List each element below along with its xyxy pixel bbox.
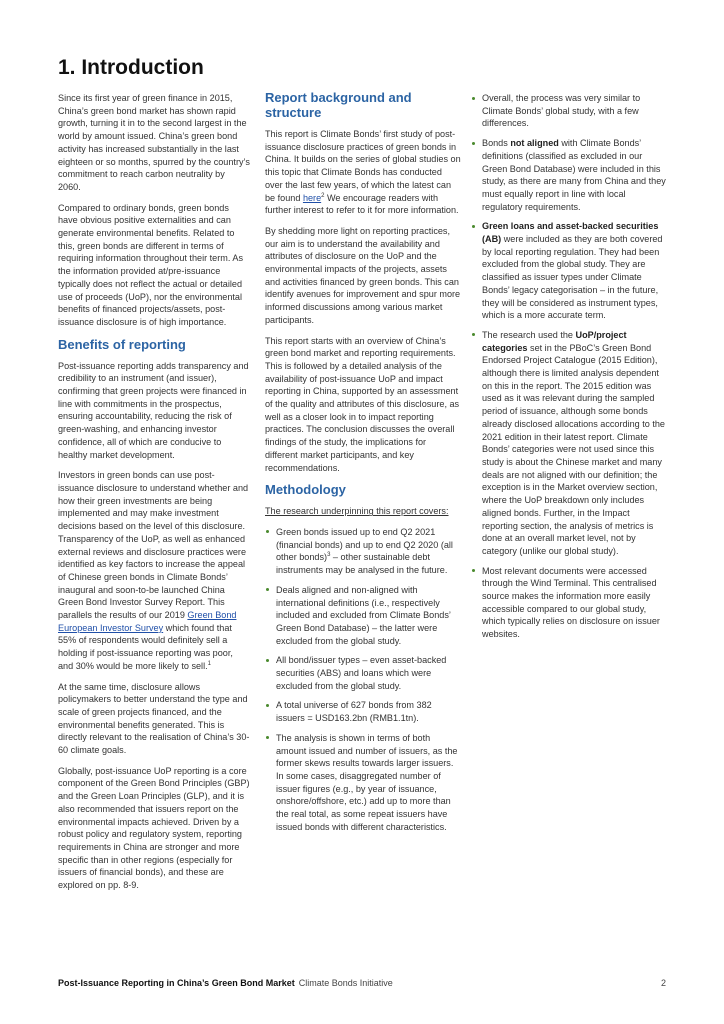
list-item: All bond/issuer types – even asset-backed securities (ABS) and loans which were excluded from the global study. <box>265 654 461 692</box>
benefits-paragraph-2 <box>58 469 250 672</box>
investor-survey-link[interactable]: Green Bond European Investor Survey <box>58 610 237 633</box>
page-number: 2 <box>660 978 666 988</box>
background-paragraph-1 <box>265 128 461 217</box>
column-middle <box>265 92 461 840</box>
methodology-list <box>265 526 461 833</box>
method-bullet-1-text-a: Green bonds issued up to end Q2 2021 (financial bonds) and up to end Q2 2020 (all other bonds) <box>276 526 453 563</box>
footer-publication-title: Post-Issuance Reporting in China’s Green Bond Market <box>58 978 295 988</box>
bullet-3-bold: Green loans and asset-backed securities (AB) <box>482 221 659 245</box>
bullet-4-bold: UoP/project categories <box>482 329 627 353</box>
background-paragraph-2: By shedding more light on reporting practices, our aim is to understand the availability and attributes of disclosure on the UoP and the environmental impacts of the projects, assets and activities financed by green bonds. This can identify avenues for improvement and spur more informed discussions among various market participants. <box>265 225 461 325</box>
global-study-link[interactable]: here <box>302 192 322 203</box>
bullet-2-post: with Climate Bonds’ definitions (classified as excluded in our Green Bond Database) were included in this study, as there are many from China and they must equally report in line with local regulatory requirements. <box>482 138 666 212</box>
list-item: The analysis is shown in terms of both amount issued and number of issuers, as the former skews results towards larger issuers. In some cases, disaggregated number of issuer figures (e.g., by year of issuance, onshore/offshore, etc.) add up to more than the real total, as some repeat issuers have issued bonds with different characteristics. <box>265 732 461 834</box>
footnote-ref-2: 2 <box>321 192 325 199</box>
background-paragraph-3: This report starts with an overview of China’s green bond market and reporting requirements. This is followed by a detailed analysis of the availability of post-issuance UoP and impact reporting in China, supported by an assessment of the quality and attributes of this disclosure, as well as a closer look in to impact reporting practices. The conclusion discusses the overall findings of the study, the implications for different market participants, and key recommendations. <box>265 335 460 473</box>
intro-paragraph-2: Compared to ordinary bonds, green bonds have obvious positive externalities and can generate environmental benefits. Related to this, green bonds are different in terms of requiring information throughout their term. As the information provided at/pre-issuance typically does not reflect the actual or detailed use of proceeds (UoP), nor the environmental benefits of financed projects/assets, post-issuance disclosure is of high importance. <box>58 202 244 327</box>
method-bullet-1-text-b: – other sustainable debt instruments may be analysed in the future. <box>276 552 448 576</box>
bullet-4-pre: The research used the <box>482 329 576 340</box>
benefits-paragraph-3: At the same time, disclosure allows policymakers to better understand the type and scale of green projects financed, and the environmental benefits generated. This is directly relevant to the realisation of China’s 30-60 climate goals. <box>58 681 250 756</box>
page-footer <box>58 977 666 989</box>
benefits-p2-text-b: which found that 55% of respondents would definitely sell a holding if post-issuance reporting was poor, and 30% would be more likely to sell. <box>58 622 233 671</box>
list-item <box>265 526 461 577</box>
column-right <box>471 92 667 648</box>
page-title: 1. Introduction <box>58 56 204 79</box>
differences-list <box>471 92 667 641</box>
list-item: Overall, the process was very similar to Climate Bonds’ global study, with a few differences. <box>471 92 667 130</box>
background-p1-text-a: This report is Climate Bonds’ first study of post-issuance disclosure practices of green bonds in China. It builds on the series of global studies on this topic that Climate Bonds has conducted over the last few years, of which the latest can be found <box>265 129 461 203</box>
benefits-p2-text-a: Investors in green bonds can use post-issuance disclosure to understand whether and how their green investments are being implemented and may make investment decisions based on the level of this disclosure. Transparency of the UoP, as well as enhanced external reviews and disclosure practices were identified as key factors to increase the appeal of Chinese green bonds in Climate Bonds’ inaugural and soon-to-be launched China Green Bond Investor Survey Report. This parallels the results of our 2019 <box>58 470 249 621</box>
list-item: Most relevant documents were accessed through the Wind Terminal. This centralised source makes the information more easily accessible compared to our global study, which typically relies on disclosure on issuer websites. <box>471 565 667 641</box>
footnote-ref-3: 3 <box>327 552 331 559</box>
background-p1-text-b: We encourage readers with further interest to refer to it for more information. <box>265 192 459 216</box>
footer-organisation: Climate Bonds Initiative <box>298 978 393 988</box>
list-item: A total universe of 627 bonds from 382 issuers = USD163.2bn (RMB1.1tn). <box>265 699 461 724</box>
bullet-2-bold: not aligned <box>510 138 559 149</box>
benefits-heading: Benefits of reporting <box>58 336 186 352</box>
report-background-heading: Report background and structure <box>265 90 412 120</box>
benefits-paragraph-1: Post-issuance reporting adds transparency and credibility to an instrument (and issuer), confirming that green projects were financed in line with commitments in the prospectus, ensuring accountability, reducing the risk of green-washing, and enhancing investor confidence, all of which are conducive to healthy market development. <box>58 360 249 460</box>
methodology-heading: Methodology <box>265 482 346 498</box>
footnote-ref-1: 1 <box>207 660 211 667</box>
list-item <box>471 220 667 322</box>
list-item <box>471 329 667 558</box>
bullet-3-post: were included as they are both covered by local reporting regulation. They had been excluded from the global study. They are classified as issuer types under Climate Bonds’ legacy categorisation – in the future, they will be considered as instrument types, which is a more accurate term. <box>482 234 663 321</box>
list-item: Deals aligned and non-aligned with international definitions (i.e., respectively included and excluded from Climate Bonds’ Green Bond Database) – the latter were excluded from the global study. <box>265 584 461 648</box>
bullet-4-post: set in the PBoC’s Green Bond Endorsed Project Catalogue (2015 Edition), although there is limited analysis dependent on this in the report. The 2015 edition was used as it was relevant during the sampled period of issuance, although some bonds already disclosed allocations according to the 2021 edition in their latest report. Climate Bonds’ categories were not used since this study is about the Chinese market and many deals are not aligned with our definition; the exception is in the Market overview section, where the UoP breakdown only includes aligned bonds. Further, in the Impact reporting section, the analysis of metrics is done at an overall market level, not by category (unlike our global study). <box>482 342 665 556</box>
bullet-2-pre: Bonds <box>482 138 511 149</box>
intro-paragraph-1: Since its first year of green finance in 2015, China’s green bond market has shown rapid growth, turning it in to the second largest in the world by amount issued. China’s green bond activity has increased substantially in the last eighteen or so months, spurred by the country’s commitment to reach carbon neutrality by 2060. <box>58 93 250 192</box>
methodology-intro: The research underpinning this report covers: <box>265 506 449 517</box>
benefits-paragraph-4: Globally, post-issuance UoP reporting is a core component of the Green Bond Principles (GBP) and the Green Loan Principles (GLP), and it is also recommended that issuers report on the environmental impacts achieved. Driven by a robust policy and regulatory system, reporting requirements in China are stronger and more specific than in other regions (especially for issuers of financial bonds), and these are explored on pp. 8-9. <box>58 765 250 891</box>
list-item <box>471 137 667 213</box>
column-left <box>58 92 250 900</box>
